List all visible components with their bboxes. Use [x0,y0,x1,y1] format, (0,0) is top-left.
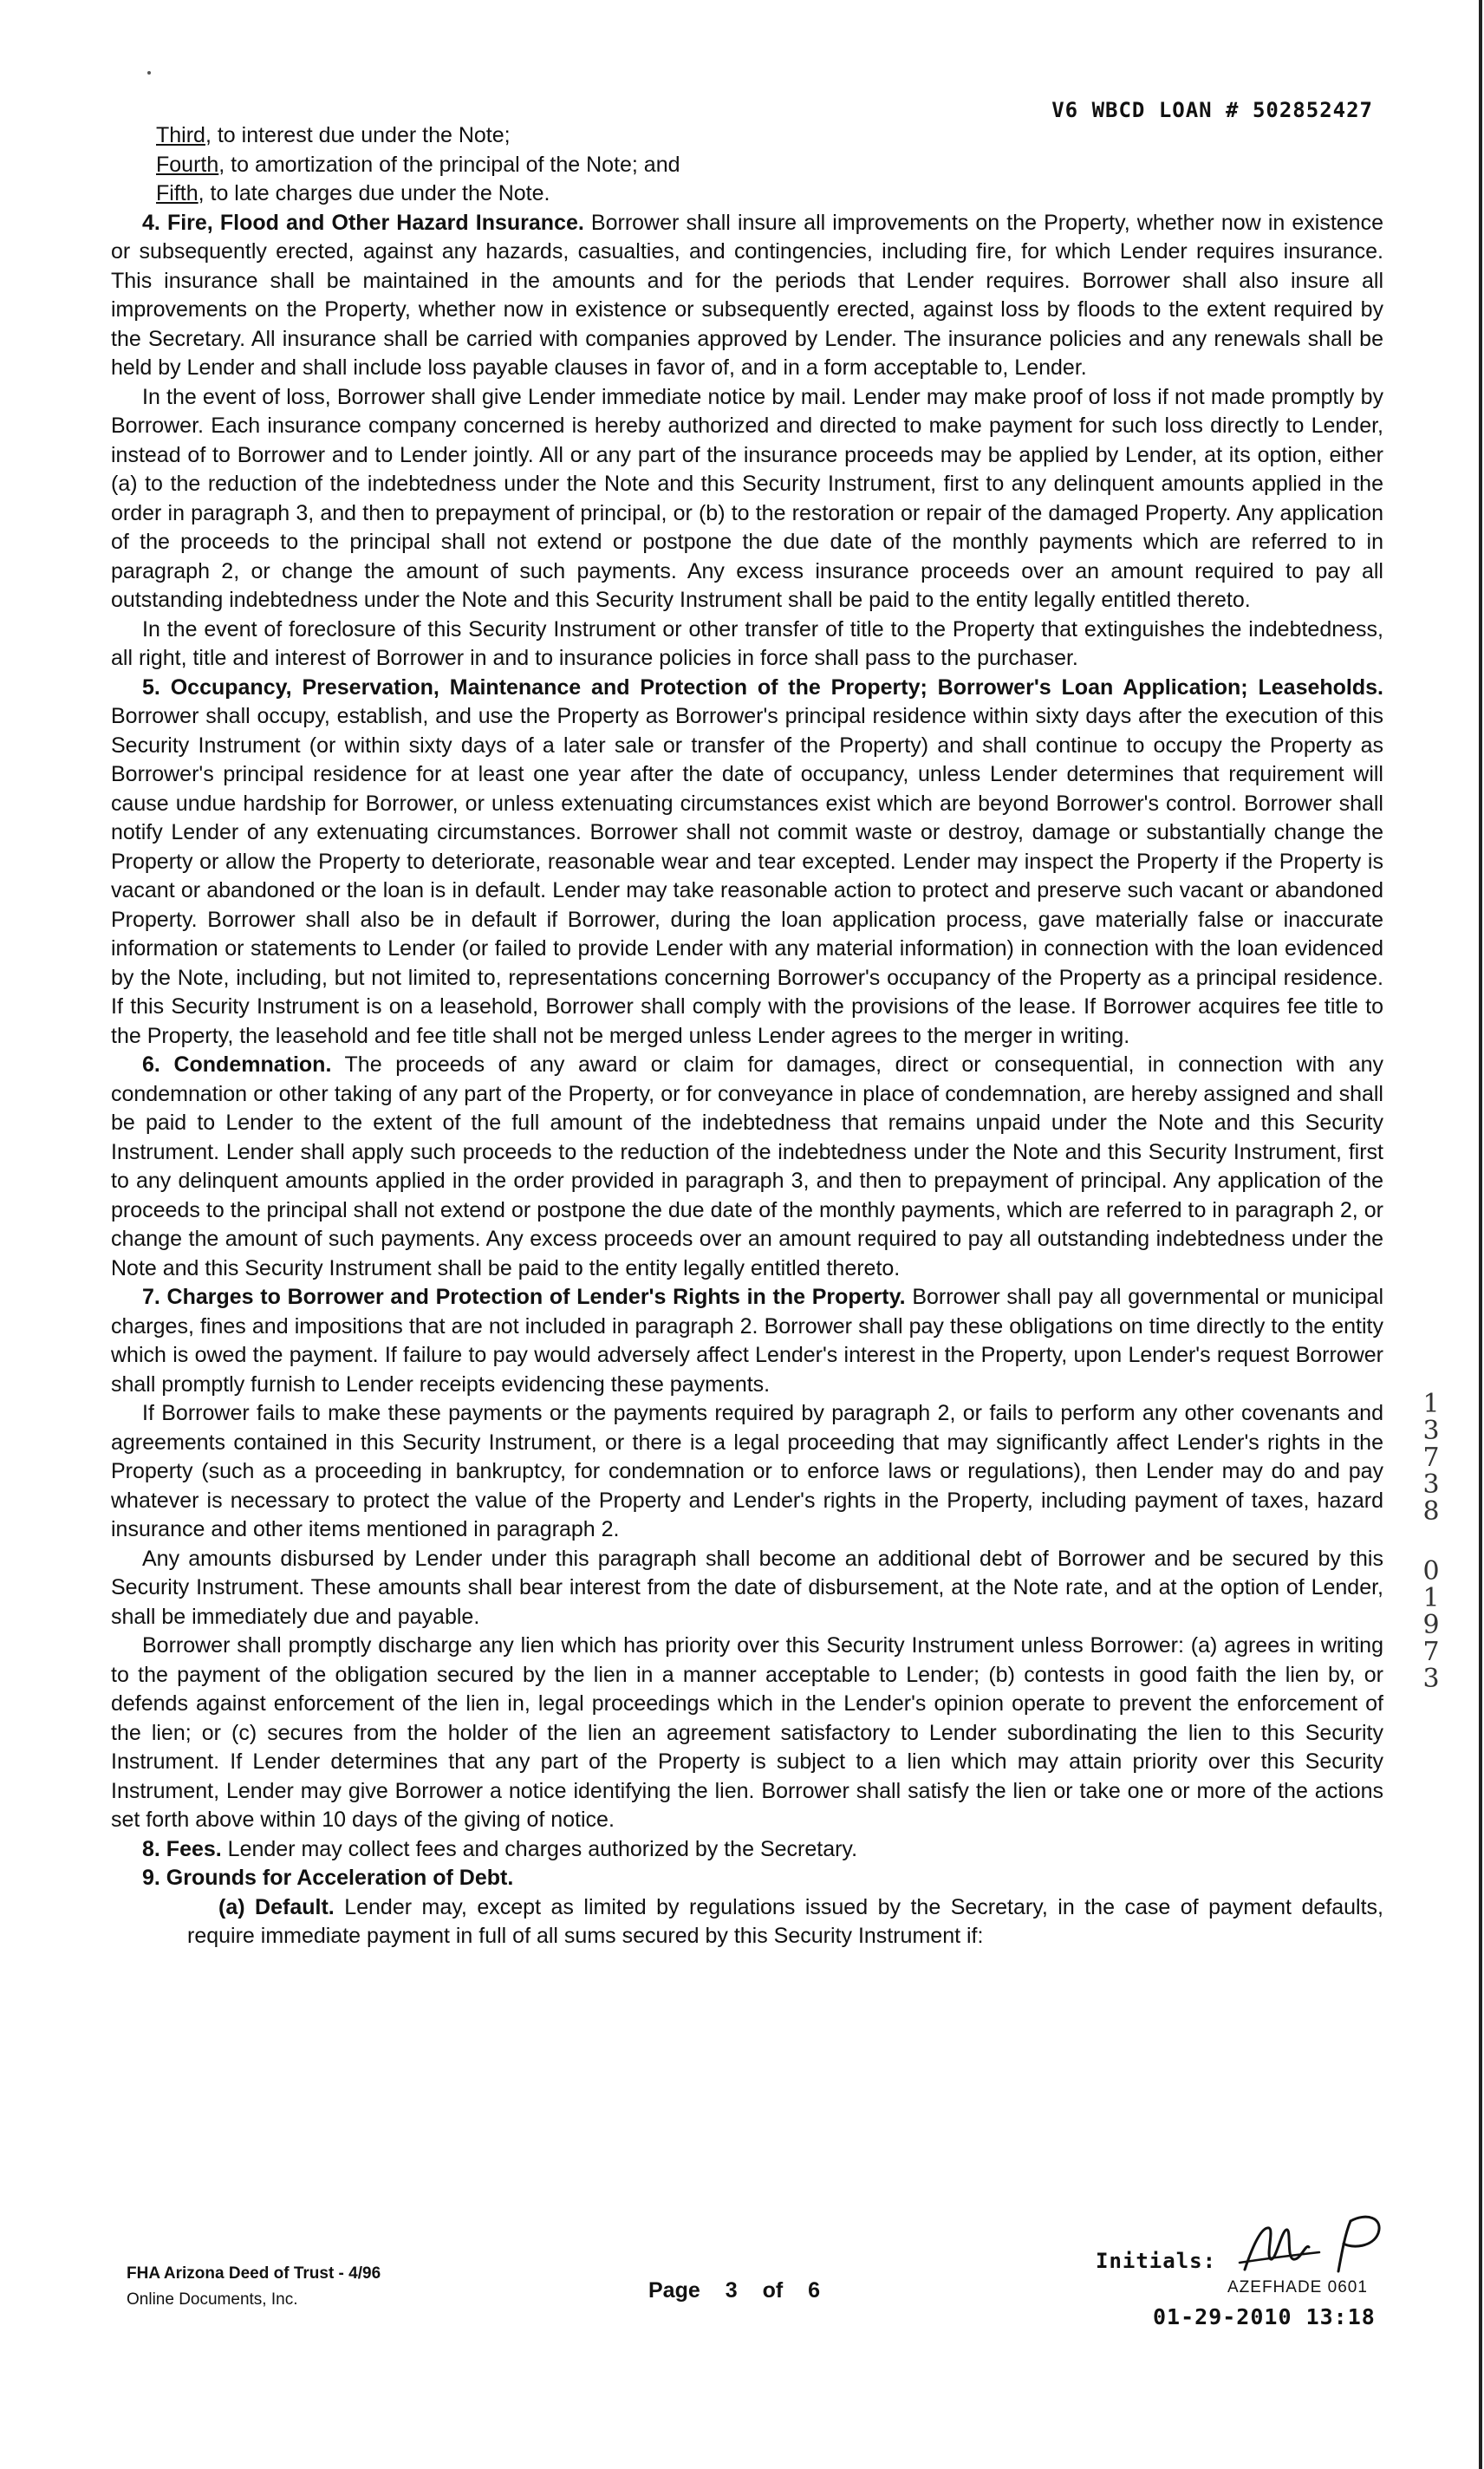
initials-signature [1236,2209,1409,2278]
stamp-digit: 9 [1422,1610,1440,1640]
stamp-digit: 3 [1422,1416,1440,1446]
section-9a: (a) Default. Lender may, except as limited by regulations issued by the Secretary, in the case of payment defaults, require immediate payment in full of all sums secured by this Security Instrument if: [187,1894,1383,1948]
stamp-digit: 7 [1422,1443,1440,1473]
section-8: 8. Fees. Lender may collect fees and charges authorized by the Secretary. [142,1836,858,1861]
stamp-digit: 1 [1422,1583,1440,1613]
stamp-digit: 3 [1422,1469,1440,1500]
section-9: 9. Grounds for Acceleration of Debt. [142,1866,514,1890]
section-7: 7. Charges to Borrower and Protection of Lender's Rights in the Property. Borrower shall pay all governmental or municipal charges, fines and impositions that are not included in paragraph 2. Borrower shall pay these obligations on time directly to the entity which is owed the payment. If failure to pay would adversely affect Lender's interest in the Property, upon Lender's request Borrower shall promptly furnish to Lender receipts evidencing these payments. [111,1285,1383,1397]
payment-order-item: Third, to interest due under the Note; [156,123,511,147]
page-number: 3 [725,2278,738,2303]
form-title: FHA Arizona Deed of Trust - 4/96 [127,2264,381,2283]
scan-speck [147,71,151,75]
stamp-digit: 0 [1422,1556,1440,1586]
stamp-digit: 8 [1422,1496,1440,1527]
section-9a-heading: (a) Default. [218,1894,335,1919]
initials-label: Initials: [1096,2249,1217,2273]
payment-order-item: Fifth, to late charges due under the Note. [156,181,550,205]
footer-form-info [127,2261,381,2313]
stamp-digit: 7 [1422,1637,1440,1667]
section-4: 4. Fire, Flood and Other Hazard Insurance. Borrower shall insure all improvements on the Property, whether now in existence or subsequently erected, against any hazards, casualties, and contingencies, including fire, for which Lender requires insurance. This insurance shall be maintained in the amounts and for the periods that Lender requires. Borrower shall also insure all improvements on the Property, whether now in existence or subsequently erected, against loss by floods to the extent required by the Secretary. All insurance shall be carried with companies approved by Lender. The insurance policies and any renewals shall be held by Lender and shall include loss payable clauses in favor of, and in a form acceptable to, Lender. [111,210,1383,380]
section-7-heading: 7. Charges to Borrower and Protection of Lender's Rights in the Property. [142,1285,906,1309]
payment-order-list [111,121,1383,209]
section-4-paragraph: In the event of foreclosure of this Security Instrument or other transfer of title to the Property that extinguishes the indebtedness, all right, title and interest of Borrower in and to insurance policies in force shall pass to the purchaser. [111,616,1383,670]
loan-number: V6 WBCD LOAN # 502852427 [1051,98,1373,122]
section-7-paragraph: If Borrower fails to make these payments or the payments required by paragraph 2, or fails to perform any other covenants and agreements contained in this Security Instrument, or there is a legal proceeding that may significantly affect Lender's rights in the Property (such as a proceeding in bankruptcy, for condemnation or to enforce laws or regulations), then Lender may do and pay whatever is necessary to protect the value of the Property and Lender's rights in the Property, including payment of taxes, hazard insurance and other items mentioned in paragraph 2. [111,1401,1383,1541]
publisher: Online Documents, Inc. [127,2290,298,2309]
form-code: AZEFHADE 0601 [1227,2278,1368,2296]
section-4-heading: 4. Fire, Flood and Other Hazard Insurance. [142,210,584,235]
section-6: 6. Condemnation. The proceeds of any award or claim for damages, direct or consequential, in connection with any condemnation or other taking of any part of the Property, or for conveyance in place of condemnation, are hereby assigned and shall be paid to Lender to the extent of the full amount of the indebtedness that remains unpaid under the Note and this Security Instrument. Lender shall apply such proceeds to the reduction of the indebtedness under the Note and this Security Instrument, first to any delinquent amounts applied in the order provided in paragraph 3, and then to prepayment of principal. Any application of the proceeds to the principal shall not extend or postpone the due date of the monthly payments, which are referred to in paragraph 2, or change the amount of such payments. Any excess proceeds over an amount required to pay all outstanding indebtedness under the Note and this Security Instrument shall be paid to the entity legally entitled thereto. [111,1052,1383,1280]
margin-recording-stamp [1418,1391,1444,1692]
section-5: 5. Occupancy, Preservation, Maintenance and Protection of the Property; Borrower's Loan Application; Leaseholds. Borrower shall occupy, establish, and use the Property as Borrower's principal residence within sixty days after the execution of this Security Instrument (or within sixty days of a later sale or transfer of the Property) and shall continue to occupy the Property as Borrower's principal residence for at least one year after the date of occupancy, unless Lender determines that requirement will cause undue hardship for Borrower, or unless extenuating circumstances exist which are beyond Borrower's control. Borrower shall notify Lender of any extenuating circumstances. Borrower shall not commit waste or destroy, damage or substantially change the Property or allow the Property to deteriorate, reasonable wear and tear excepted. Lender may inspect the Property if the Property is vacant or abandoned or the loan is in default. Lender may take reasonable action to protect and preserve such vacant or abandoned Property. Borrower shall also be in default if Borrower, during the loan application process, gave materially false or inaccurate information or statements to Lender (or failed to provide Lender with any material information) in connection with the loan evidenced by the Note, including, but not limited to, representations concerning Borrower's occupancy of the Property as a principal residence. If this Security Instrument is on a leasehold, Borrower shall comply with the provisions of the lease. If Borrower acquires fee title to the Property, the leasehold and fee title shall not be merged unless Lender agrees to the merger in writing. [111,674,1383,1048]
stamp-digit: 3 [1422,1664,1440,1694]
section-4-paragraph: In the event of loss, Borrower shall give Lender immediate notice by mail. Lender may make proof of loss if not made promptly by Borrower. Each insurance company concerned is hereby authorized and directed to make payment for such loss directly to Lender, instead of to Borrower and to Lender jointly. All or any part of the insurance proceeds may be applied by Lender, at its option, either (a) to the reduction of the indebtedness under the Note and this Security Instrument, first to any delinquent amounts applied in the order in paragraph 3, and then to prepayment of principal, or (b) to the restoration or repair of the damaged Property. Any application of the proceeds to the principal shall not extend or postpone the due date of the monthly payments which are referred to in paragraph 2, or change the amount of such payments. Any excess insurance proceeds over an amount required to pay all outstanding indebtedness under the Note and this Security Instrument shall be paid to the entity legally entitled thereto. [111,384,1383,612]
section-7-paragraph: Borrower shall promptly discharge any lien which has priority over this Security Instrument unless Borrower: (a) agrees in writing to the payment of the obligation secured by the lien in a manner acceptable to Lender; (b) contests in good faith the lien by, or defends against enforcement of the lien in, legal proceedings which in the Lender's opinion operate to prevent the enforcement of the lien; or (c) secures from the holder of the lien an agreement satisfactory to Lender subordinating the lien to this Security Instrument. If Lender determines that any part of the Property is subject to a lien which may attain priority over this Security Instrument, Lender may give Borrower a notice identifying the lien. Borrower shall satisfy the lien or take one or more of the actions set forth above within 10 days of the giving of notice. [111,1633,1383,1832]
page-indicator: Page 3 of 6 [648,2278,821,2303]
page-total: 6 [808,2278,821,2303]
section-8-heading: 8. Fees. [142,1836,222,1861]
section-7-paragraph: Any amounts disbursed by Lender under this paragraph shall become an additional debt of Borrower and be secured by this Security Instrument. These amounts shall bear interest from the date of disbursement, at the Note rate, and at the option of Lender, shall be immediately due and payable. [111,1546,1383,1629]
payment-order-item: Fourth, to amortization of the principal of the Note; and [156,152,680,177]
stamp-digit: 1 [1422,1389,1440,1419]
timestamp: 01-29-2010 13:18 [1153,2304,1376,2329]
document-body [111,121,1383,1951]
section-6-heading: 6. Condemnation. [142,1052,332,1077]
section-5-heading: 5. Occupancy, Preservation, Maintenance and Protection of the Property; Borrower's Loan Application; Leaseholds. [142,674,1383,700]
page-edge-line [1479,0,1482,2469]
